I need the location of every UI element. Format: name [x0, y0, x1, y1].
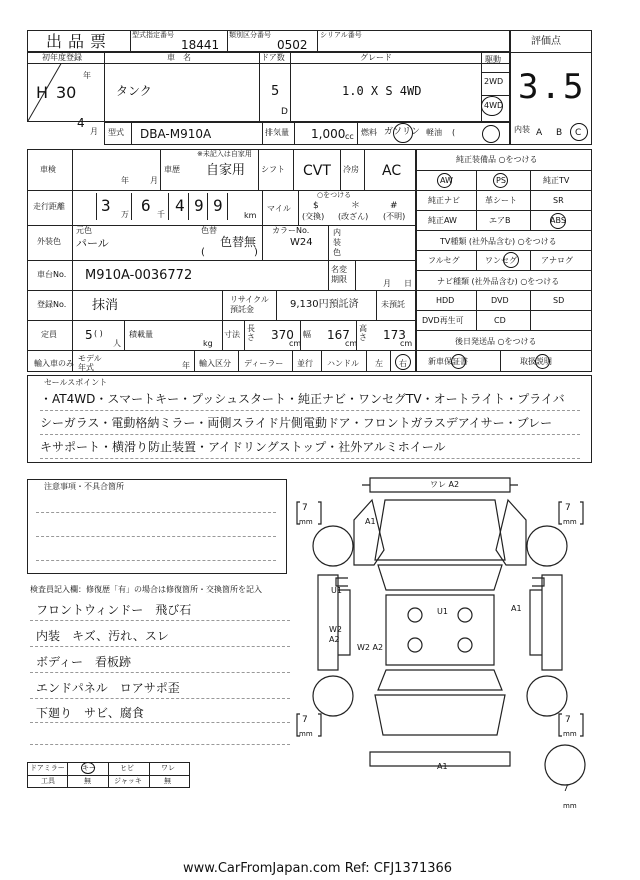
name-change-month: 月 — [383, 279, 391, 288]
usage-value: 自家用 — [206, 163, 246, 178]
score-label: 評価点 — [531, 36, 561, 47]
later-warranty: 新車保証書 — [428, 357, 468, 366]
hood — [375, 500, 505, 560]
diag-label-windshield: ワレ A2 — [430, 480, 460, 489]
drive-label: 駆動 — [485, 55, 501, 64]
notes-label: 注意事項・不具合箇所 — [44, 482, 124, 491]
inner-label: 内装 — [514, 125, 530, 134]
handle-right: 右 — [399, 359, 407, 368]
exchange-symbol: $ — [313, 201, 319, 211]
color-paren-close: ) — [254, 247, 258, 258]
mileage-digit-5: 9 — [213, 196, 223, 215]
tv-oneseg: ワンセグ — [485, 256, 517, 265]
opt-tv: 純正TV — [543, 176, 570, 185]
import-cat-label: 輸入区分 — [199, 359, 231, 368]
grade-label: グレード — [360, 53, 392, 62]
fuel-oil-circle — [482, 125, 500, 143]
orig-color-label: 元色 — [76, 226, 92, 235]
diag-label-a1-front: A1 — [365, 517, 376, 526]
windshield — [378, 565, 502, 590]
color-label: 外装色 — [37, 237, 61, 246]
handle-label: ハンドル — [327, 359, 359, 368]
later-manual: 取扱説明 — [520, 357, 552, 366]
car-name: タンク — [116, 84, 152, 98]
equip-tools-val: 無 — [84, 777, 91, 785]
equip-key-circle — [81, 762, 95, 774]
type-code-value: 18441 — [181, 38, 220, 52]
usage-note: ※未記入は自家用 — [197, 150, 252, 158]
later-title: 後日発送品 ○をつける — [455, 337, 537, 346]
equip-key: キー — [82, 764, 96, 772]
color-paren-open: ( — [201, 247, 205, 258]
load-unit: kg — [203, 339, 213, 348]
cool-value: AC — [382, 163, 402, 179]
opt-navi: 純正ナビ — [428, 196, 460, 205]
tire-front-right — [527, 526, 567, 566]
cool-label: 冷房 — [343, 165, 359, 174]
navi-title: ナビ種類 (社外品含む) ○をつける — [437, 277, 560, 286]
tire-rear-left — [313, 676, 353, 716]
color-no-value: W24 — [290, 237, 313, 248]
roof-circle-3 — [408, 638, 422, 652]
interior-color-label: 内装色 — [333, 228, 341, 257]
recycle-label: リサイクル預託金 — [230, 295, 269, 314]
wid-label: 幅 — [303, 330, 311, 339]
nav-title: 純正装備品 ○をつける — [456, 155, 538, 164]
navi-sd: SD — [553, 296, 565, 305]
handle-left: 左 — [375, 359, 383, 368]
score-value: 3.5 — [518, 67, 586, 107]
rear-hatch — [375, 695, 505, 735]
tv-oneseg-circle — [503, 252, 519, 268]
drive-4wd: 4WD — [484, 101, 504, 110]
roof-circle-4 — [458, 638, 472, 652]
len-unit: cm — [289, 339, 302, 348]
hei-label: 高さ — [359, 324, 367, 342]
wid-unit: cm — [345, 339, 358, 348]
color-change-value: 色替無 — [220, 235, 257, 249]
diag-label-a1-rear: A1 — [437, 762, 448, 771]
parallel-label: 並行 — [297, 359, 313, 368]
inspection-year: 年 — [121, 176, 129, 185]
dvd-cd: CD — [494, 316, 506, 325]
usage-label: 車歴 — [164, 165, 180, 174]
disp-unit: cc — [345, 132, 354, 141]
roof-circle-2 — [458, 608, 472, 622]
recycle-status: 未預託 — [381, 300, 405, 309]
navi-hdd: HDD — [436, 296, 455, 305]
tv-analog: アナログ — [541, 256, 573, 265]
doors-label: ドア数 — [261, 53, 285, 62]
tire-fl-mm: mm — [299, 518, 313, 526]
equip-crack: ヒビ — [120, 764, 134, 772]
disp-value: 1,000 — [311, 127, 346, 141]
year-value: 30 — [56, 83, 77, 102]
exchange-label: (交換) — [302, 212, 325, 221]
sales-line-2: シーガラス・電動格納ミラー・両側スライド片側電動ドア・フロントガラスデアイサー・ブレー — [40, 416, 553, 430]
tire-rear-right — [527, 676, 567, 716]
inner-grade-c: C — [575, 128, 582, 138]
opt-aw-circle — [437, 173, 452, 188]
model-value: DBA-M910A — [140, 127, 212, 141]
shift-value: CVT — [303, 163, 331, 179]
opt-abs-circle — [550, 213, 566, 229]
class-code-value: 0502 — [277, 38, 308, 52]
tire-front-left — [313, 526, 353, 566]
mileage-sen: 千 — [157, 210, 165, 219]
mileage-digit-4: 9 — [194, 196, 204, 215]
diag-label-u1-left: U1 — [331, 586, 342, 595]
sales-line-3: キサポート・横滑り防止装置・アイドリングストップ・社外アルミホイール — [40, 440, 446, 454]
len-label: 長さ — [247, 324, 255, 342]
orig-color-value: パール — [76, 237, 109, 250]
serial-label: シリアル番号 — [320, 31, 362, 39]
equip-jack: ジャッキ — [114, 777, 142, 785]
shift-label: シフト — [261, 165, 285, 174]
color-no-label: カラーNo. — [272, 226, 310, 235]
model-label: 型式 — [108, 128, 124, 137]
vin-value: M910A-0036772 — [85, 268, 193, 283]
tire-rr-mm: mm — [563, 730, 577, 738]
circle-note: ○をつける — [317, 191, 352, 199]
class-code-label: 類別区分番号 — [229, 31, 271, 39]
reg-label: 登録No. — [37, 300, 67, 309]
inspection-month: 月 — [150, 176, 158, 185]
altered-symbol: ＊ — [351, 201, 361, 211]
tire-fr-mm: mm — [563, 518, 577, 526]
footer-ref: www.CarFromJapan.com Ref: CFJ1371366 — [183, 861, 453, 876]
opt-ps: PS — [496, 176, 506, 185]
year-unit: 年 — [83, 71, 91, 80]
tire-rl-depth: 7 — [302, 715, 308, 725]
later-manual-circle — [535, 354, 550, 369]
fuel-label: 燃料 — [361, 128, 377, 137]
mile-label: マイル — [267, 204, 291, 213]
unknown-symbol: # — [390, 201, 398, 211]
cap-paren: ( ) — [94, 329, 103, 338]
equip-tools: 工具 — [41, 777, 55, 785]
drive-4wd-circle — [481, 96, 503, 116]
note-item-3: ボディー 看板跡 — [36, 655, 132, 669]
inner-grade-a: A — [536, 128, 543, 138]
wid-value: 167 — [327, 328, 350, 342]
len-value: 370 — [271, 328, 294, 342]
model-year-label: モデル年式 — [78, 354, 102, 372]
handle-right-circle — [395, 354, 411, 370]
mileage-digit-2: 6 — [141, 196, 151, 215]
recycle-value: 9,130円預託済 — [290, 299, 359, 310]
inspector-label: 検査員記入欄：修復歴「有」の場合は修復箇所・交換箇所を記入 — [30, 585, 262, 594]
opt-sr: SR — [553, 196, 564, 205]
grade-value: 1.0 X S 4WD — [342, 84, 422, 98]
tire-rr-depth: 7 — [565, 715, 571, 725]
month-unit: 月 — [90, 127, 98, 136]
sales-label: セールスポイント — [44, 378, 108, 387]
sales-line-1: ・AT4WD・スマートキー・プッシュスタート・純正ナビ・ワンセグTV・オートライト・プライバ — [40, 392, 565, 406]
diag-label-w2a2-left: W2 A2 — [329, 625, 342, 644]
load-label: 積載量 — [129, 330, 153, 339]
import-label: 輸入車のみ — [34, 359, 74, 368]
opt-abs: ABS — [550, 216, 566, 225]
mileage-man: 万 — [121, 210, 129, 219]
dim-label: 寸法 — [224, 330, 240, 339]
cap-label: 定員 — [41, 330, 57, 339]
month-value: 4 — [77, 116, 85, 130]
hei-unit: cm — [400, 339, 413, 348]
tire-fl-depth: 7 — [302, 503, 308, 513]
later-warranty-circle — [451, 354, 466, 369]
reg-value: 抹消 — [92, 298, 119, 313]
mileage-digit-3: 4 — [175, 196, 185, 215]
tire-rl-mm: mm — [299, 730, 313, 738]
tire-spare-mm: mm — [563, 802, 577, 810]
altered-label: (改ざん) — [338, 212, 369, 221]
doors-value: 5 — [271, 84, 280, 99]
model-year-unit: 年 — [182, 361, 190, 370]
mileage-digit-1: 3 — [101, 196, 111, 215]
name-change-label: 名変期限 — [331, 265, 347, 284]
year-label: 初年度登録 — [42, 53, 82, 62]
opt-leather: 革シート — [485, 196, 517, 205]
color-change-label: 色替 — [201, 226, 217, 235]
note-item-2: 内装 キズ、汚れ、スレ — [36, 629, 169, 643]
rear-glass — [378, 670, 502, 690]
opt-aw: AW — [440, 176, 453, 185]
roof-circle-1 — [408, 608, 422, 622]
fuel-circle — [393, 123, 413, 143]
type-code-label: 型式指定番号 — [132, 31, 174, 39]
fuel-oil-paren: ( — [452, 128, 456, 137]
mileage-label: 走行距離 — [33, 202, 65, 211]
navi-dvd: DVD — [491, 296, 509, 305]
tire-spare-depth: 7 — [563, 784, 569, 794]
hei-value: 173 — [383, 328, 406, 342]
fuel-oil-label: 軽油 — [426, 128, 442, 137]
tv-fullseg: フルセグ — [428, 256, 460, 265]
vin-label: 車台No. — [37, 270, 67, 279]
opt-airbag: エアB — [489, 216, 511, 225]
cap-value: 5 — [85, 328, 93, 342]
cap-unit: 人 — [113, 339, 121, 348]
doors-d: D — [281, 107, 288, 117]
tv-title: TV種類 (社外品含む) ○をつける — [440, 237, 557, 246]
spare-tire — [545, 745, 585, 785]
mileage-km: km — [244, 211, 257, 220]
opt-genuine-aw: 純正AW — [428, 216, 457, 225]
body-right — [530, 575, 562, 670]
note-item-5: 下廻り サビ、腐食 — [36, 706, 144, 720]
note-item-4: エンドパネル ロアサポ歪 — [36, 681, 180, 695]
inner-grade-b: B — [556, 128, 563, 138]
fuel-value: ガソリン — [384, 127, 421, 137]
equip-mirror: ドアミラー — [30, 764, 65, 772]
diag-label-a1-right: A1 — [511, 604, 522, 613]
equip-jack-val: 無 — [164, 777, 171, 785]
drive-2wd: 2WD — [484, 77, 504, 86]
dvd-play: DVD再生可 — [422, 316, 464, 325]
roof — [386, 595, 494, 665]
diag-label-w2a2-center: W2 A2 — [357, 643, 384, 652]
diag-label-u1-center: U1 — [437, 607, 448, 616]
unknown-label: (不明) — [383, 212, 406, 221]
year-era: H — [36, 83, 49, 102]
name-label: 車 名 — [167, 53, 191, 62]
disp-label: 排気量 — [265, 128, 289, 137]
inspection-label: 車検 — [40, 165, 56, 174]
name-change-day: 日 — [404, 279, 412, 288]
note-item-1: フロントウィンドー 飛び石 — [36, 603, 192, 617]
dealer-label: ディーラー — [244, 359, 284, 368]
opt-ps-circle — [493, 173, 508, 188]
equip-break: ワレ — [161, 764, 175, 772]
page-title: 出品票 — [46, 32, 113, 51]
tire-fr-depth: 7 — [565, 503, 571, 513]
inner-grade-circle — [570, 123, 588, 141]
